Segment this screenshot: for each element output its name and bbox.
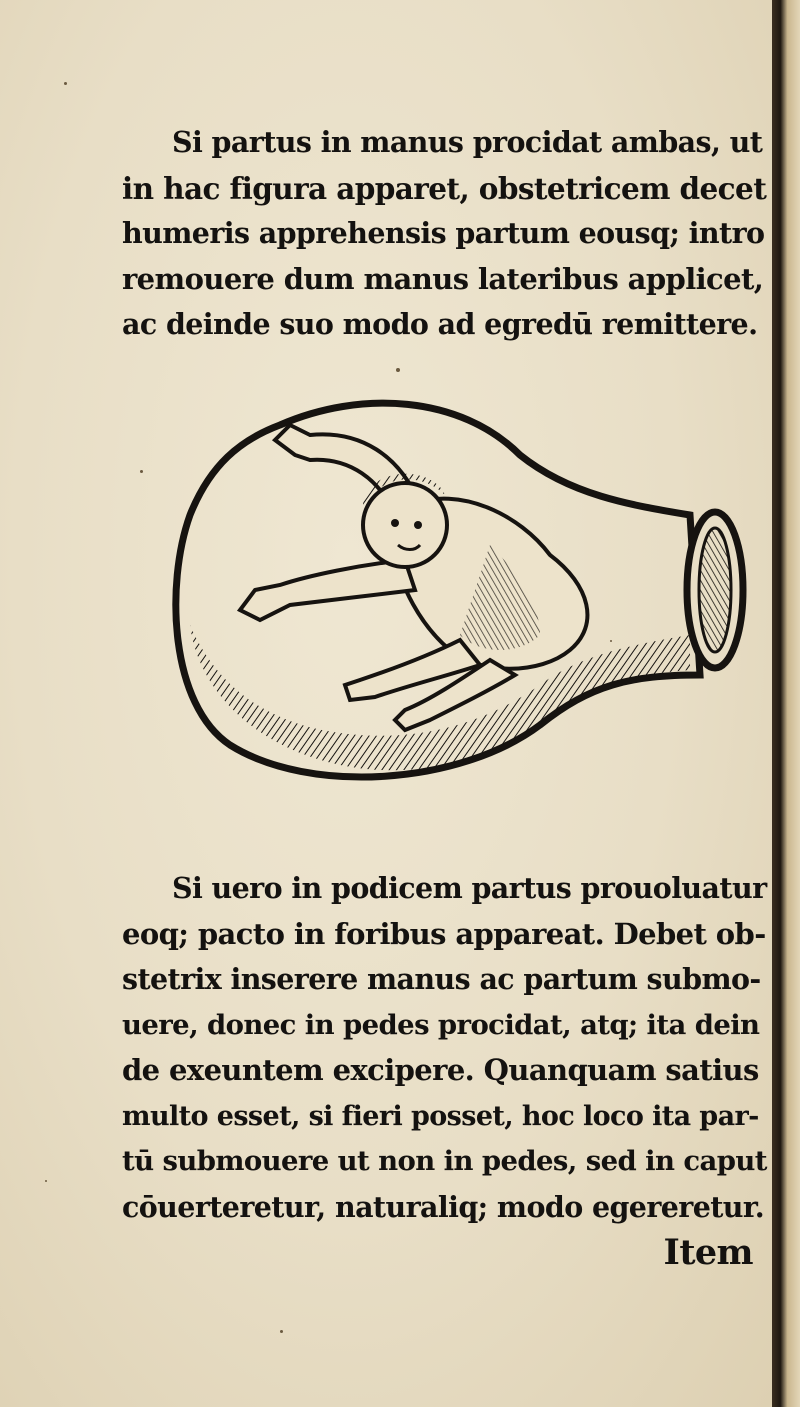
paragraph-2-line-8: cōuerteretur, naturaliq; modo egereretur.: [122, 1189, 765, 1224]
paragraph-2-line-7: tū submouere ut non in pedes, sed in caput: [122, 1145, 767, 1177]
paragraph-2-line-5: de exeuntem excipere. Quanquam satius: [122, 1053, 759, 1087]
paragraph-2-line-1: Si uero in podicem partus prouoluatur: [172, 871, 767, 905]
woodcut-illustration: [160, 385, 755, 790]
paragraph-2-line-3: stetrix inserere manus ac partum submo-: [122, 962, 761, 996]
paper-speck: [396, 368, 400, 372]
paragraph-2-line-2: eoq; pacto in foribus appareat. Debet ob-: [122, 916, 766, 951]
paragraph-2-line-6: multo esset, si fieri posset, hoc loco ita par-: [122, 1100, 759, 1132]
paragraph-2-line-4: uere, donec in pedes procidat, atq; ita dein: [122, 1008, 760, 1041]
infant-extended-arm: [240, 560, 415, 620]
paragraph-1-line-3: humeris apprehensis partum eousq; intro: [122, 216, 765, 250]
infant-head: [363, 483, 447, 567]
paragraph-1-line-5: ac deinde suo modo ad egredū remittere.: [122, 307, 758, 341]
paper-speck: [610, 640, 612, 642]
paper-speck: [280, 1330, 283, 1333]
paragraph-1-line-4: remouere dum manus lateribus applicet,: [122, 261, 764, 296]
catchword: Item: [663, 1232, 753, 1273]
paragraph-2: [122, 866, 767, 1276]
paper-speck: [140, 470, 143, 473]
paragraph-1: [122, 120, 767, 348]
paper-speck: [64, 82, 67, 85]
paragraph-1-line-1: Si partus in manus procidat ambas, ut: [172, 125, 763, 159]
book-gutter: [772, 0, 800, 1407]
paper-speck: [45, 1180, 47, 1182]
paragraph-1-line-2: in hac figura apparet, obstetricem decet: [122, 170, 767, 206]
